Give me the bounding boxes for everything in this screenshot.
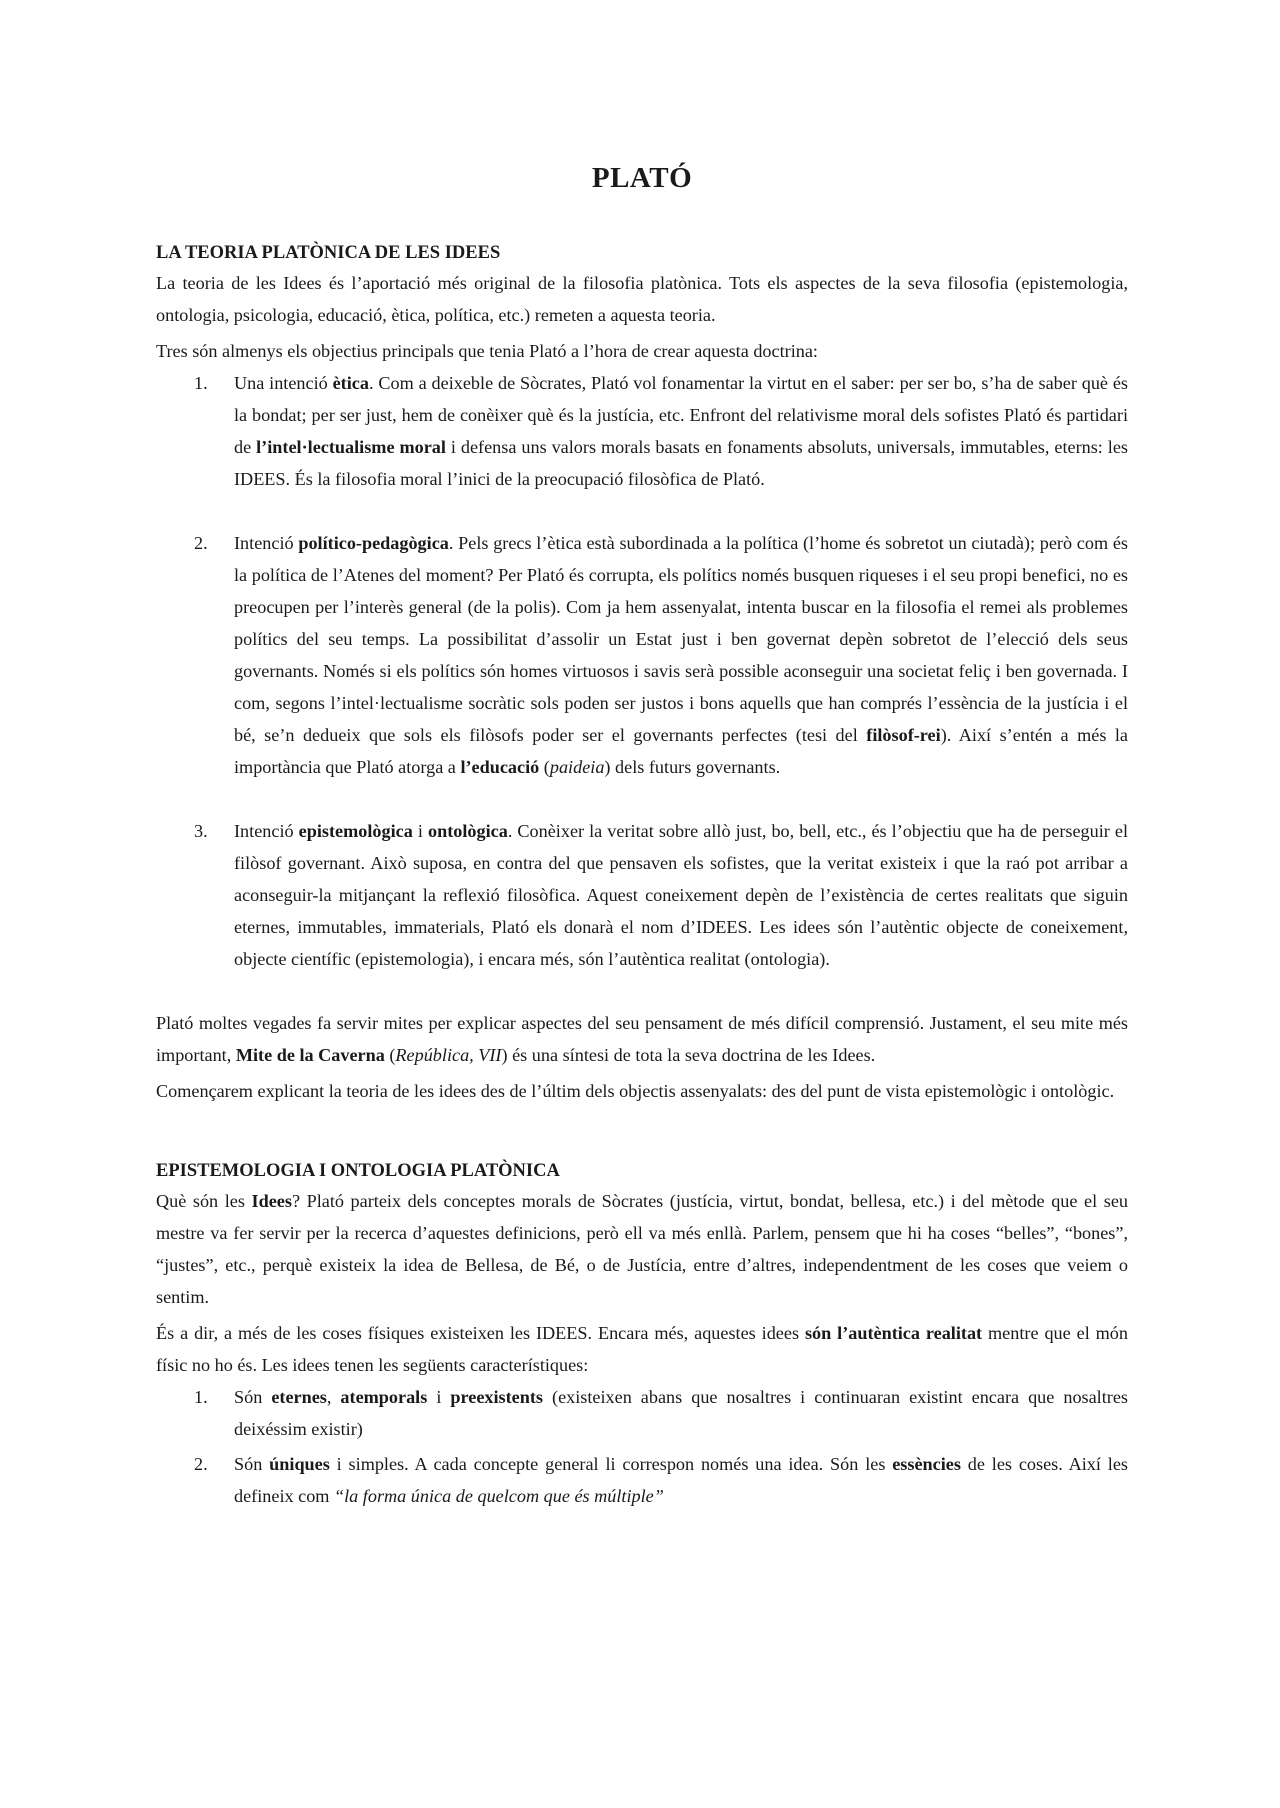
bold-term: úniques bbox=[269, 1454, 330, 1474]
text-run: . Conèixer la veritat sobre allò just, bo, bell, etc., és l’objectiu que ha de perseguir el filòsof governant. Això suposa, en contra del que pensaven els sofistes, que la veritat existeix i que la raó pot arribar a aconseguir-la mitjançant la reflexió filosòfica. Aquest coneixement depèn de l’existència de certes realitats que siguin eternes, immutables, immaterials, Plató els donarà el nom d’IDEES. Les idees són l’autèntic objecte de coneixement, objecte científic (epistemologia), i encara més, són l’autèntica realitat (ontologia). bbox=[234, 821, 1129, 969]
objective-item-ethical bbox=[156, 367, 1128, 495]
list-number: 3. bbox=[194, 821, 208, 841]
text-run: ) és una síntesi de tota la seva doctrina de les Idees. bbox=[501, 1045, 876, 1065]
bold-term: l’intel·lectualisme moral bbox=[256, 437, 446, 457]
myths-paragraph bbox=[156, 1007, 1128, 1071]
bold-term: l’educació bbox=[460, 757, 540, 777]
bold-term: político-pedagògica bbox=[298, 533, 449, 553]
text-run: ( bbox=[384, 1045, 396, 1065]
text-run: . Pels grecs l’ètica està subordinada a la política (l’home és sobretot un ciutadà); però com és la política de l’Atenes del moment? Per Plató és corrupta, els polítics només busquen riqueses i el seu propi benefici, no es preocupen per l’interès general (de la polis). Com ja hem assenyalat, intenta buscar en la filosofia el remei als problemes polítics del seu temps. La possibilitat d’assolir un Estat just i ben governat depèn sobretot de l’elecció dels seus governants. Només si els polítics són homes virtuosos i savis serà possible aconseguir una societat feliç i ben governada. I com, segons l’intel·lectualisme socràtic sols poden ser justos i bons aquells que han comprés l’essència de la justícia i el bé, se’n dedueix que sols els filòsofs poder ser el governants perfectes (tesi del bbox=[234, 533, 1128, 745]
text-run: ( bbox=[539, 757, 550, 777]
objectives-lead-paragraph: Tres són almenys els objectius principals que tenia Plató a l’hora de crear aquesta doctrina: bbox=[156, 341, 818, 361]
section-heading-theory-of-ideas: LA TEORIA PLATÒNICA DE LES IDEES bbox=[156, 243, 501, 263]
text-run: i simples. A cada concepte general li correspon només una idea. Són les bbox=[329, 1454, 893, 1474]
italic-term: República, VII bbox=[395, 1045, 502, 1065]
bold-term: ontològica bbox=[427, 821, 508, 841]
bold-term: filòsof-rei bbox=[866, 725, 941, 745]
text-run: ). Així s’entén a més la importància que Plató atorga a bbox=[234, 725, 1129, 777]
bold-term: epistemològica bbox=[298, 821, 413, 841]
text-run: Plató moltes vegades fa servir mites per explicar aspectes del seu pensament de més difícil comprensió. Justament, el seu mite més important, bbox=[156, 1013, 1128, 1065]
text-run: . Com a deixeble de Sòcrates, Plató vol fonamentar la virtut en el saber: per ser bo, s’ha de saber què és la bondat; per ser just, hem de conèixer què és la justícia, etc. Enfront del relativisme moral dels sofistes Plató és partidari de bbox=[234, 373, 1128, 457]
bold-term: essències bbox=[892, 1454, 961, 1474]
bold-term: són l’autèntica realitat bbox=[804, 1323, 983, 1343]
text-run: , bbox=[326, 1387, 341, 1407]
text-run: Una intenció bbox=[234, 373, 333, 393]
characteristic-item-eternal bbox=[156, 1381, 1128, 1445]
list-number: 2. bbox=[194, 533, 208, 553]
characteristic-item-unique bbox=[156, 1448, 1128, 1512]
start-paragraph: Començarem explicant la teoria de les idees des de l’últim dels objectis assenyalats: des del punt de vista epistemològic i ontològic. bbox=[156, 1081, 1115, 1101]
text-run: Són bbox=[234, 1387, 272, 1407]
objective-item-political-pedagogical bbox=[156, 527, 1128, 783]
objective-item-epistemological bbox=[156, 815, 1128, 975]
text-run: i defensa uns valors morals basats en fonaments absoluts, universals, immutables, eterns: les IDEES. És la filosofia moral l’inici de la preocupació filosòfica de Plató. bbox=[234, 437, 1129, 489]
ideas-reality-paragraph bbox=[156, 1317, 1128, 1381]
intro-paragraph: La teoria de les Idees és l’aportació més original de la filosofia platònica. Tots els aspectes de la seva filosofia (epistemologia, ontologia, psicologia, educació, ètica, política, etc.) remeten a aquesta teoria. bbox=[156, 273, 1128, 325]
page-title: PLATÓ bbox=[591, 162, 693, 194]
text-run: i bbox=[412, 821, 428, 841]
text-run: És a dir, a més de les coses físiques existeixen les IDEES. Encara més, aquestes idees bbox=[156, 1323, 805, 1343]
text-run: mentre que el món físic no ho és. Les idees tenen les següents característiques: bbox=[156, 1323, 1128, 1375]
text-run: (existeixen abans que nosaltres i continuaran existint encara que nosaltres deixéssim existir) bbox=[234, 1387, 1128, 1439]
italic-term: paideia bbox=[549, 757, 605, 777]
text-run: ) dels futurs governants. bbox=[604, 757, 781, 777]
text-run: de les coses. Així les defineix com bbox=[234, 1454, 1128, 1506]
list-number: 1. bbox=[194, 1387, 208, 1407]
list-number: 1. bbox=[194, 373, 208, 393]
bold-term: atemporals bbox=[340, 1387, 428, 1407]
text-run: i bbox=[427, 1387, 451, 1407]
text-run: Què són les bbox=[156, 1191, 252, 1211]
italic-quote: “la forma única de quelcom que és múltiple” bbox=[334, 1486, 664, 1506]
objectives-list bbox=[156, 367, 1128, 975]
document-page bbox=[156, 150, 1128, 1512]
text-run: Són bbox=[234, 1454, 270, 1474]
text-run: ? Plató parteix dels conceptes morals de Sòcrates (justícia, virtut, bondat, bellesa, etc.) i del mètode que el seu mestre va fer servir per la recerca d’aquestes definicions, però ell va més enllà. Parlem, pensem que hi ha coses “belles”, “bones”, “justes”, etc., perquè existeix la idea de Bellesa, de Bé, o de Justícia, entre d’altres, independentment de les coses que veiem o sentim. bbox=[156, 1191, 1128, 1307]
bold-term: ètica bbox=[332, 373, 369, 393]
bold-term: eternes bbox=[271, 1387, 327, 1407]
list-number: 2. bbox=[194, 1454, 208, 1474]
ideas-definition-paragraph bbox=[156, 1185, 1128, 1313]
section-heading-epistemology-ontology: EPISTEMOLOGIA I ONTOLOGIA PLATÒNICA bbox=[156, 1161, 560, 1181]
text-run: Intenció bbox=[234, 821, 299, 841]
text-run: Intenció bbox=[234, 533, 299, 553]
bold-term: Idees bbox=[251, 1191, 292, 1211]
bold-term: preexistents bbox=[450, 1387, 543, 1407]
characteristics-list bbox=[156, 1381, 1128, 1512]
bold-term: Mite de la Caverna bbox=[235, 1045, 385, 1065]
